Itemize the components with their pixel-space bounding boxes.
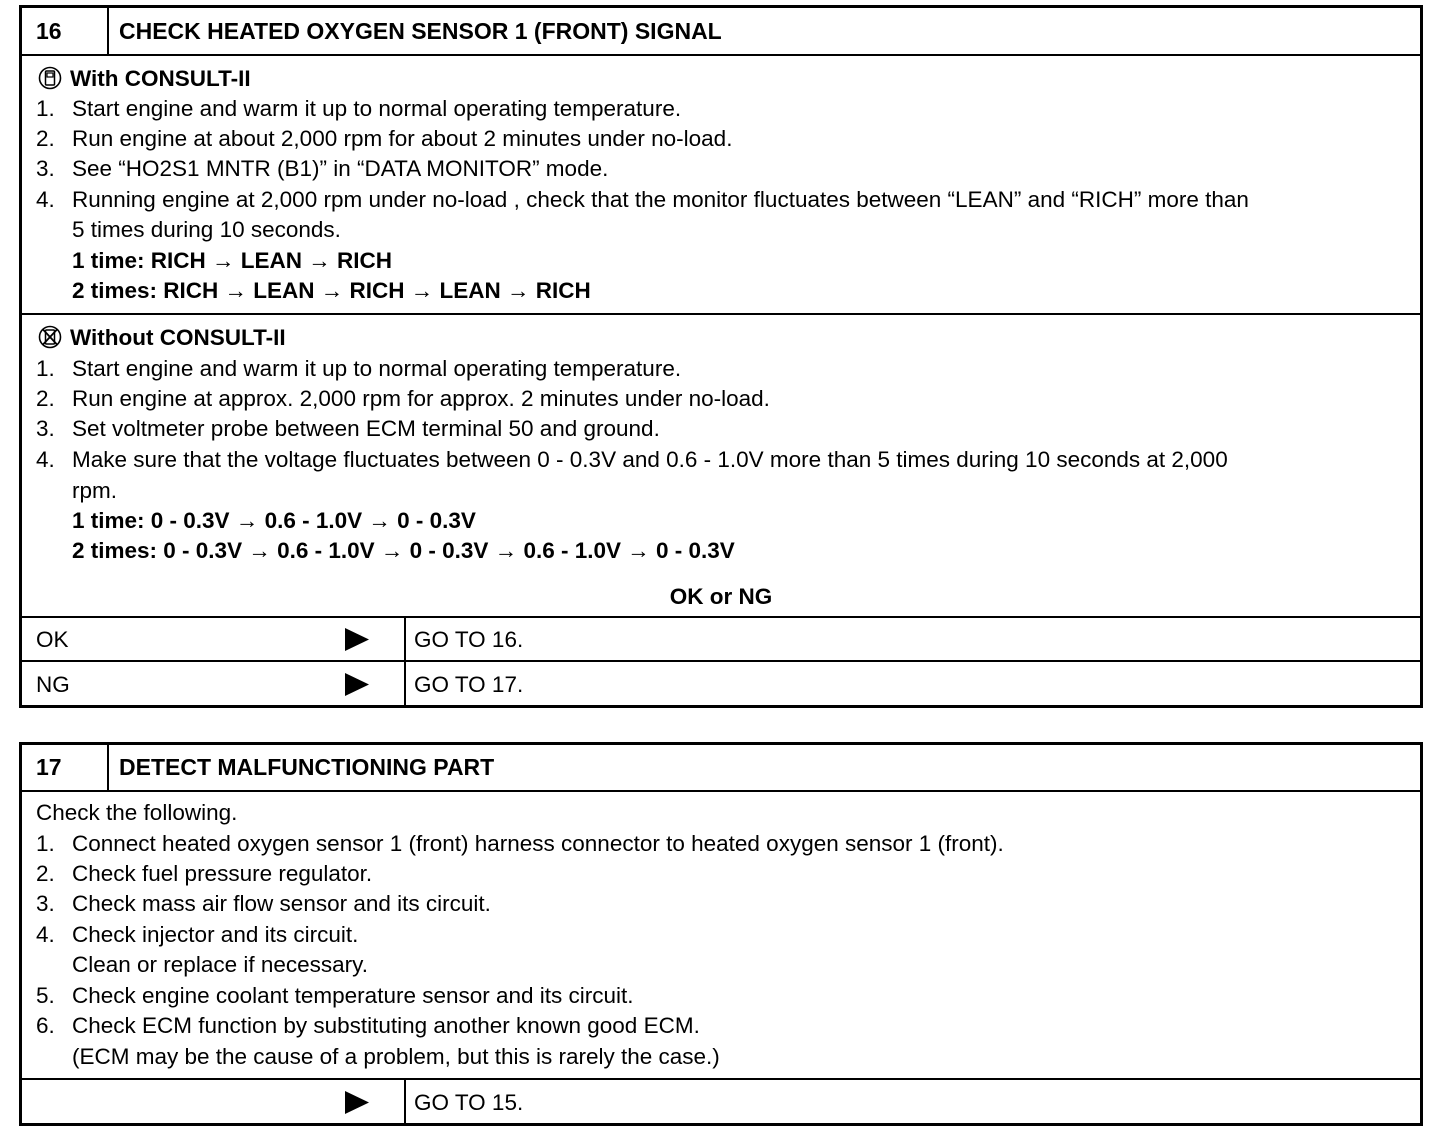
result-ng-label: NG xyxy=(36,672,70,697)
step-title: DETECT MALFUNCTIONING PART xyxy=(119,754,495,780)
list-item: 6. Check ECM function by substituting another known good ECM. xyxy=(36,1013,700,1038)
list-item: 2. Run engine at about 2,000 rpm for about 2 minutes under no-load. xyxy=(36,126,733,151)
with-consult-section xyxy=(22,56,1420,315)
arrow-right-icon xyxy=(344,1080,370,1125)
list-item: 2. Run engine at approx. 2,000 rpm for approx. 2 minutes under no-load. xyxy=(36,386,770,411)
result-row[interactable] xyxy=(22,1078,1420,1125)
check-intro: Check the following. xyxy=(36,800,238,825)
without-consult-heading: Without CONSULT-II xyxy=(36,323,1406,353)
list-item: 1. Connect heated oxygen sensor 1 (front) harness connector to heated oxygen sensor 1 (front). xyxy=(36,831,1004,856)
step-17-table xyxy=(19,742,1423,1126)
consult-tool-icon xyxy=(36,66,66,90)
result-action[interactable]: GO TO 15. xyxy=(414,1090,524,1115)
list-item: 3. See “HO2S1 MNTR (B1)” in “DATA MONITOR” mode. xyxy=(36,156,609,181)
example-two-times: 2 times: 0 - 0.3V → 0.6 - 1.0V → 0 - 0.3V → 0.6 - 1.0V → 0 - 0.3V xyxy=(72,538,735,563)
no-consult-icon xyxy=(36,325,66,349)
step-17-header xyxy=(22,745,1420,792)
list-item-continuation: rpm. xyxy=(72,478,117,503)
result-ok-label: OK xyxy=(36,627,69,652)
example-one-time: 1 time: 0 - 0.3V → 0.6 - 1.0V → 0 - 0.3V xyxy=(72,508,476,533)
list-item: 3. Check mass air flow sensor and its circuit. xyxy=(36,891,491,916)
result-label: OK or NG xyxy=(669,584,773,609)
list-item-continuation: (ECM may be the cause of a problem, but this is rarely the case.) xyxy=(72,1044,720,1069)
example-two-times: 2 times: RICH → LEAN → RICH → LEAN → RICH xyxy=(72,278,591,303)
arrow-right-icon xyxy=(344,618,370,661)
step-16-header xyxy=(22,8,1420,56)
result-ng-action[interactable]: GO TO 17. xyxy=(414,672,524,697)
result-ok-action[interactable]: GO TO 16. xyxy=(414,627,524,652)
step-number: 16 xyxy=(22,8,109,54)
step-16-table xyxy=(19,5,1423,708)
result-row-ng[interactable] xyxy=(22,660,1420,707)
list-item: 1. Start engine and warm it up to normal operating temperature. xyxy=(36,356,682,381)
with-consult-heading: With CONSULT-II xyxy=(36,64,1406,94)
list-item-continuation: Clean or replace if necessary. xyxy=(72,952,368,977)
arrow-right-icon xyxy=(344,662,370,707)
list-item: 2. Check fuel pressure regulator. xyxy=(36,861,373,886)
result-row-ok[interactable] xyxy=(22,616,1420,661)
without-consult-section xyxy=(22,315,1420,615)
check-list-section xyxy=(22,792,1420,1077)
list-item: 4. Check injector and its circuit. xyxy=(36,922,359,947)
list-item: 1. Start engine and warm it up to normal operating temperature. xyxy=(36,96,682,121)
list-item: 3. Set voltmeter probe between ECM terminal 50 and ground. xyxy=(36,416,660,441)
list-item: 4. Running engine at 2,000 rpm under no-load , check that the monitor fluctuates between “LEAN” and “RICH” more than xyxy=(36,187,1249,212)
example-one-time: 1 time: RICH → LEAN → RICH xyxy=(72,248,393,273)
list-item: 4. Make sure that the voltage fluctuates between 0 - 0.3V and 0.6 - 1.0V more than 5 times during 10 seconds at 2,000 xyxy=(36,447,1228,472)
step-number: 17 xyxy=(22,745,109,790)
list-item-continuation: 5 times during 10 seconds. xyxy=(72,217,341,242)
step-title: CHECK HEATED OXYGEN SENSOR 1 (FRONT) SIGNAL xyxy=(119,18,722,44)
list-item: 5. Check engine coolant temperature sensor and its circuit. xyxy=(36,983,634,1008)
